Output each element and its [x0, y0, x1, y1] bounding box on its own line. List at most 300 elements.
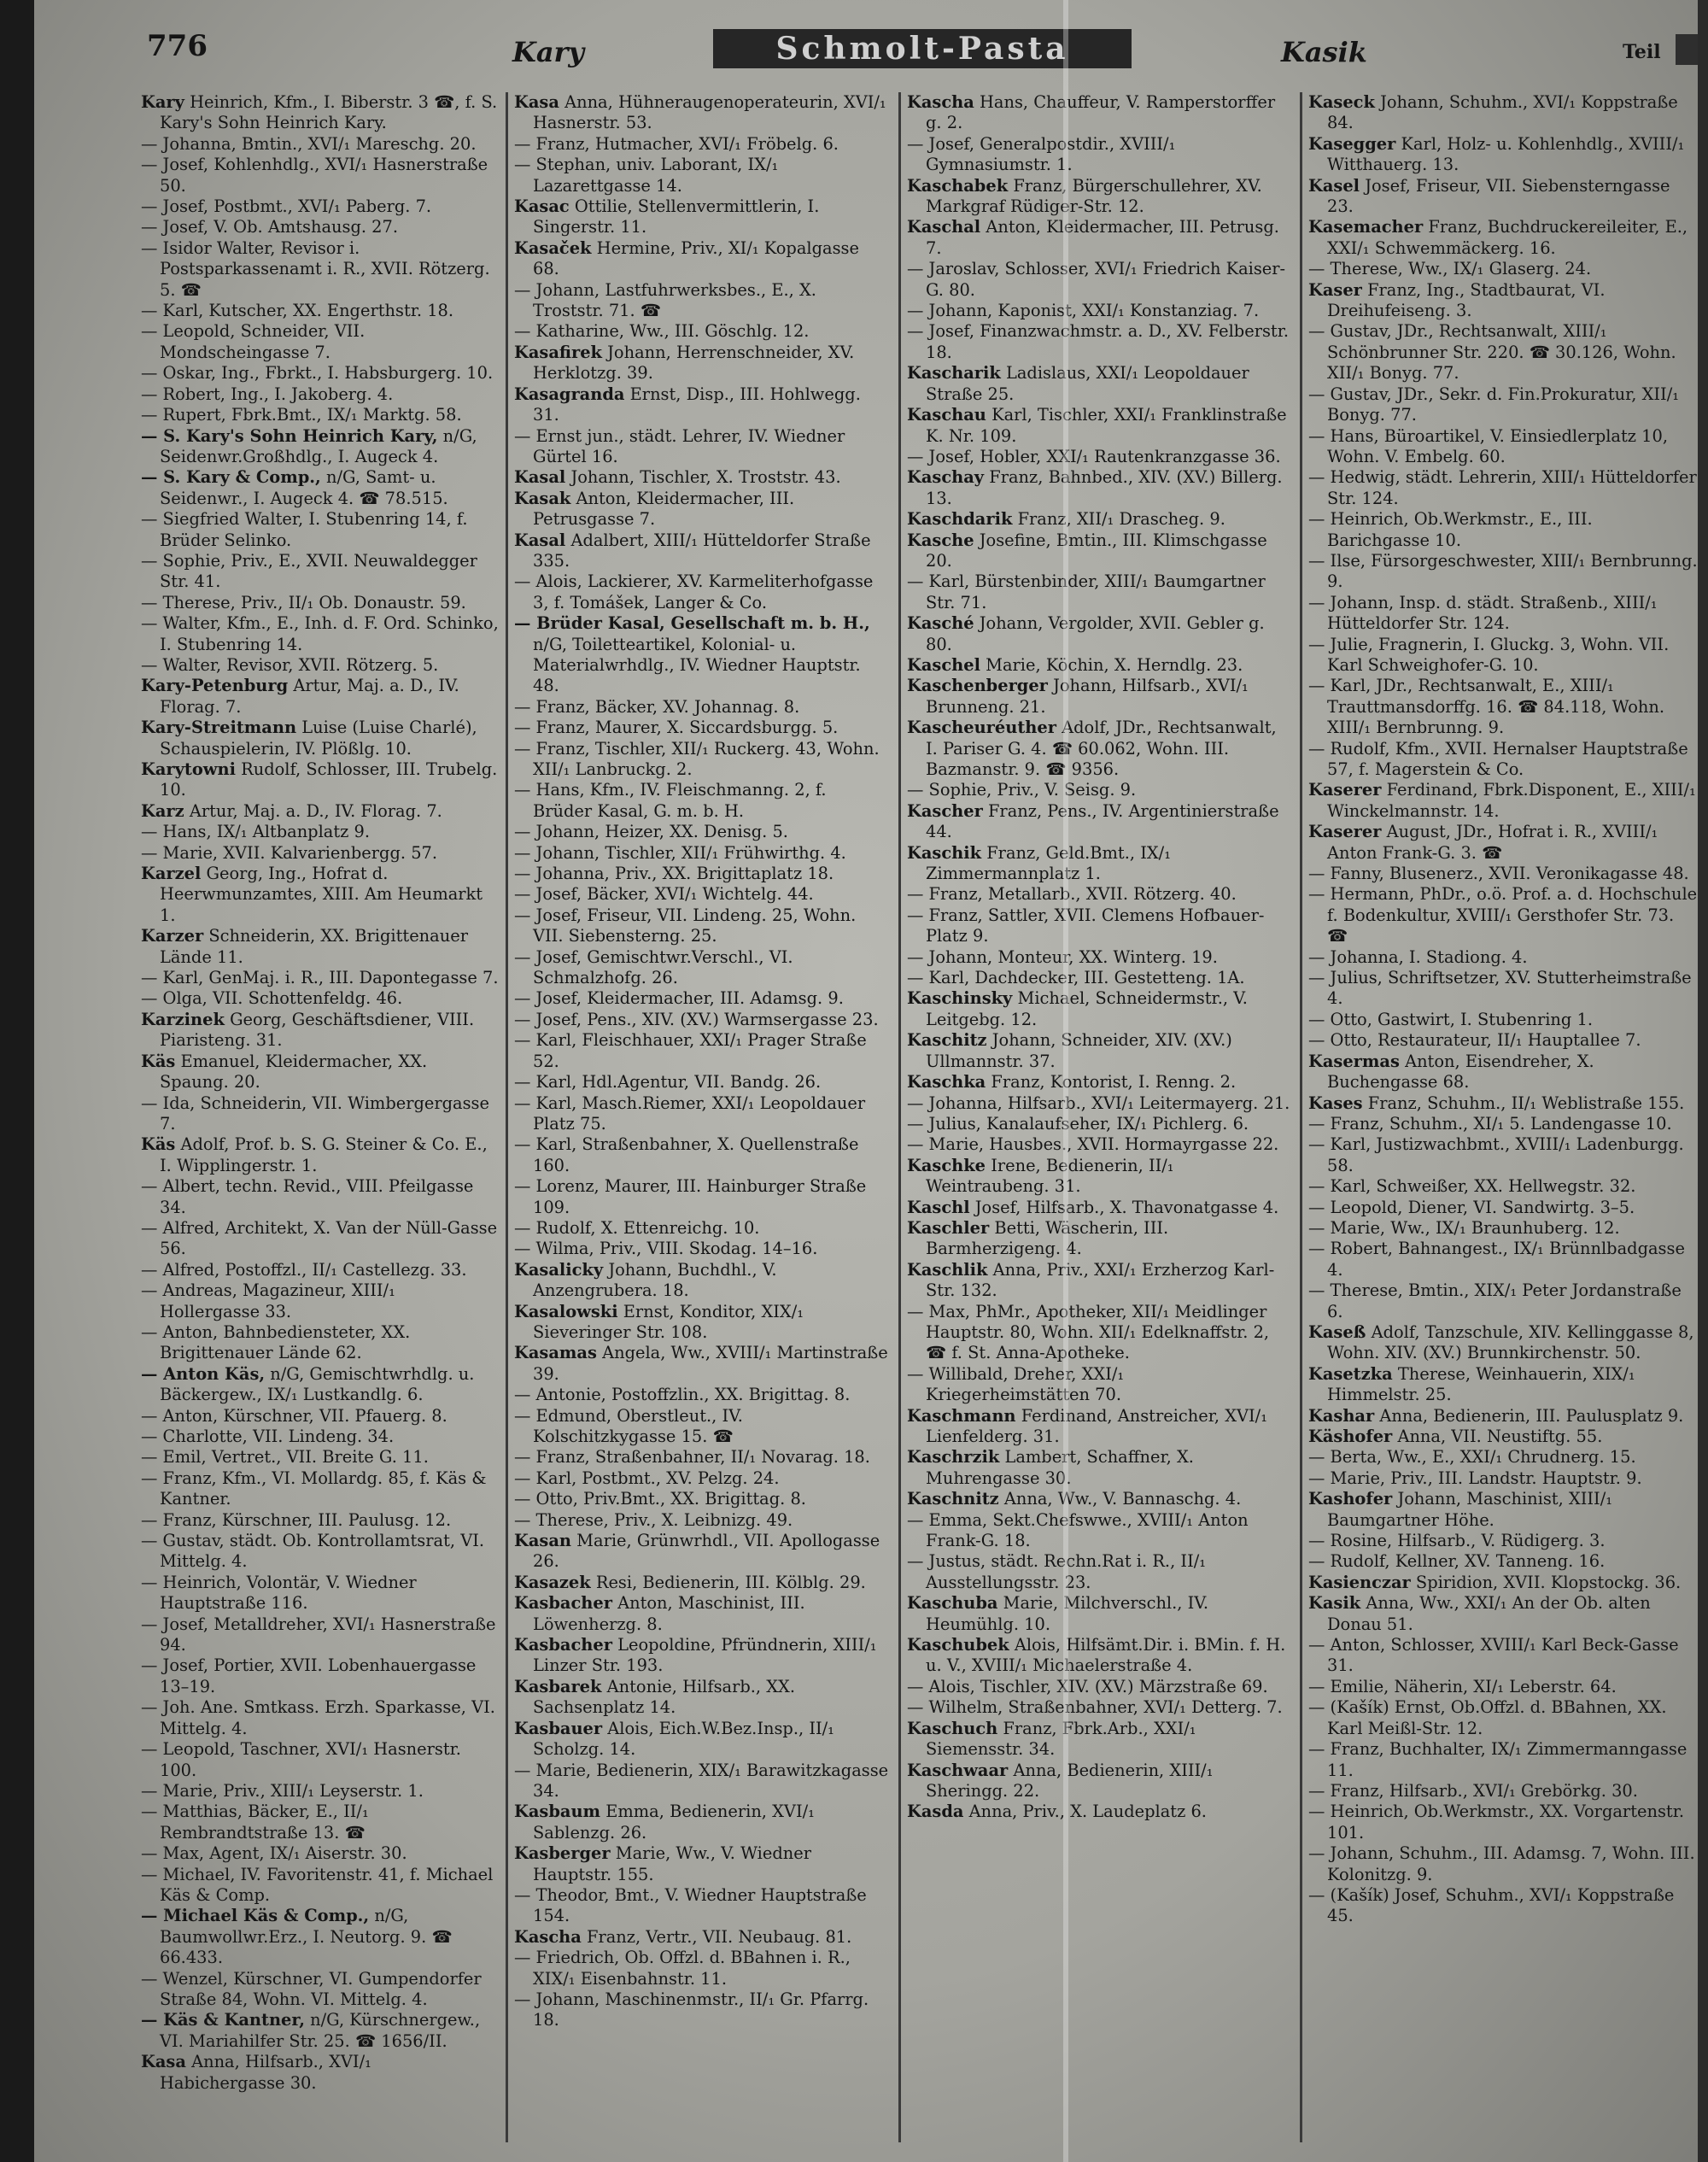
entry-name: Kary-Petenburg — [141, 676, 289, 696]
directory-entry — [907, 1697, 1291, 1718]
directory-entry — [907, 1802, 1291, 1822]
entry-name: Kasal — [514, 467, 566, 488]
entry-text: — Rudolf, X. Ettenreichg. 10. — [514, 1217, 760, 1238]
entry-text: Alois, Eich.W.Bez.Insp., II/₁ Scholzg. 14. — [533, 1718, 834, 1760]
directory-entry — [907, 1093, 1291, 1114]
directory-entry — [141, 988, 500, 1009]
entry-text: Ferdinand, Anstreicher, XVI/₁ Lienfelderg. 31. — [926, 1405, 1267, 1446]
directory-entry — [1308, 1447, 1698, 1468]
entry-text: — Alfred, Postoffzl., II/₁ Castellezg. 33. — [141, 1259, 467, 1280]
entry-text: Georg, Geschäftsdiener, VIII. Piaristeng. 31. — [160, 1009, 475, 1051]
entry-name: Kasienczar — [1308, 1572, 1411, 1592]
entry-text: — Robert, Ing., I. Jakoberg. 4. — [141, 384, 394, 404]
entry-text: — Sophie, Priv., E., XVII. Neuwaldegger Str. 41. — [141, 550, 477, 592]
directory-entry — [907, 655, 1291, 676]
entry-text: — Rupert, Fbrk.Bmt., IX/₁ Marktg. 58. — [141, 405, 462, 425]
entry-text: Michael, Schneidermstr., V. Leitgebg. 12. — [926, 988, 1248, 1029]
directory-entry — [141, 801, 500, 822]
entry-text: — Karl, Hdl.Agentur, VII. Bandg. 26. — [514, 1072, 822, 1093]
entry-text: — Franz, Straßenbahner, II/₁ Novarag. 18. — [514, 1447, 870, 1468]
entry-text: — Franz, Sattler, XVII. Clemens Hofbauer-Platz 9. — [907, 905, 1265, 946]
directory-entry — [1308, 426, 1698, 468]
directory-entry — [1308, 1468, 1698, 1489]
directory-entry — [1308, 1406, 1698, 1427]
entry-name: Kaseck — [1308, 92, 1375, 112]
directory-column-2 — [514, 92, 890, 2151]
directory-entry — [141, 864, 500, 926]
entry-text: n/G, Samt- u. Seidenwr., I. Augeck 4. ☎ 78.515. — [160, 467, 448, 508]
entry-text: Franz, Vertr., VII. Neubaug. 81. — [586, 1926, 852, 1947]
directory-entry — [1308, 1739, 1698, 1781]
entry-text: — Rosine, Hilfsarb., V. Rüdigerg. 3. — [1308, 1531, 1606, 1551]
entry-text: Antonie, Hilfsarb., XX. Sachsenplatz 14. — [533, 1676, 796, 1718]
directory-entry — [907, 718, 1291, 780]
directory-entry — [514, 1260, 890, 1302]
entry-text: — Siegfried Walter, I. Stubenring 14, f. Brüder Selinko. — [141, 509, 468, 550]
directory-entry — [141, 1843, 500, 1864]
entry-name: Kaschuba — [907, 1593, 998, 1614]
directory-entry — [141, 301, 500, 321]
entry-text: — Rudolf, Kellner, XV. Tanneng. 16. — [1308, 1551, 1606, 1572]
entry-name: Karzer — [141, 926, 204, 946]
entry-text: — Karl, Fleischhauer, XXI/₁ Prager Straße 52. — [514, 1030, 867, 1071]
entry-name: Kaschdarik — [907, 509, 1013, 530]
directory-entry — [1308, 92, 1698, 134]
directory-entry — [514, 1761, 890, 1802]
entry-text: — Alfred, Architekt, X. Van der Nüll-Gasse 56. — [141, 1217, 498, 1259]
directory-entry — [1308, 1364, 1698, 1406]
directory-entry — [1308, 1030, 1698, 1051]
directory-entry — [907, 1156, 1291, 1198]
directory-entry — [1308, 1489, 1698, 1531]
entry-name: Karzinek — [141, 1009, 225, 1029]
entry-name: Kaschay — [907, 467, 985, 488]
entry-name: Kaschabek — [907, 175, 1009, 196]
directory-entry — [907, 947, 1291, 968]
entry-text: Betti, Wäscherin, III. Barmherzigeng. 4. — [926, 1217, 1169, 1259]
directory-entry — [141, 1531, 500, 1573]
entry-name: Kasa — [141, 2052, 186, 2072]
entry-name: — Käs & Kantner, — [141, 2010, 305, 2030]
entry-text: — Anton, Kürschner, VII. Pfauerg. 8. — [141, 1405, 447, 1426]
entry-text: — Johann, Maschinenmstr., II/₁ Gr. Pfarrg. 18. — [514, 1989, 869, 2030]
entry-text: — Leopold, Diener, VI. Sandwirtg. 3–5. — [1308, 1197, 1635, 1217]
entry-text: — Josef, Metalldreher, XVI/₁ Hasnerstraße 94. — [141, 1614, 496, 1655]
entry-text: — Emilie, Näherin, XI/₁ Leberstr. 64. — [1308, 1676, 1617, 1696]
entry-text: — Karl, Masch.Riemer, XXI/₁ Leopoldauer Platz 75. — [514, 1093, 866, 1134]
entry-name: Kaserer — [1308, 822, 1382, 842]
entry-text: — Emma, Sekt.Chefswwe., XVIII/₁ Anton Frank-G. 18. — [907, 1509, 1249, 1551]
directory-entry — [1308, 1134, 1698, 1176]
directory-entry — [907, 1134, 1291, 1155]
entry-text: Adolf, Prof. b. S. G. Steiner & Co. E., I. Wipplingerstr. 1. — [160, 1134, 488, 1175]
entry-text: Johann, Vergolder, XVII. Gebler g. 80. — [926, 613, 1265, 654]
directory-entry — [141, 718, 500, 759]
entry-text: Hans, Chauffeur, V. Ramperstorffer g. 2. — [926, 92, 1276, 133]
directory-entry — [141, 1322, 500, 1364]
directory-entry — [1308, 1885, 1698, 1927]
entry-name: Kaschenberger — [907, 676, 1048, 696]
entry-text: — Heinrich, Ob.Werkmstr., XX. Vorgartenstr. 101. — [1308, 1802, 1684, 1843]
entry-text: — Marie, Hausbes., XVII. Hormayrgasse 22. — [907, 1134, 1279, 1155]
entry-text: — Stephan, univ. Laborant, IX/₁ Lazarettgasse 14. — [514, 155, 779, 196]
directory-entry — [1308, 509, 1698, 551]
directory-entry — [907, 1719, 1291, 1761]
directory-entry — [141, 405, 500, 425]
directory-entry — [907, 467, 1291, 509]
entry-text: — Josef, Kohlenhdlg., XVI/₁ Hasnerstraße 50. — [141, 155, 488, 196]
directory-entry — [141, 196, 500, 217]
directory-entry — [514, 884, 890, 905]
directory-entry — [907, 1072, 1291, 1093]
entry-text: Johann, Buchdhl., V. Anzengrubera. 18. — [533, 1259, 777, 1301]
entry-name: Kaschnitz — [907, 1489, 999, 1509]
directory-entry — [514, 1531, 890, 1573]
directory-entry — [907, 176, 1291, 218]
directory-entry — [514, 1510, 890, 1531]
entry-text: — Julius, Kanalaufseher, IX/₁ Pichlerg. 6. — [907, 1113, 1249, 1134]
entry-text: — (Kašík) Josef, Schuhm., XVI/₁ Koppstraße 45. — [1308, 1884, 1675, 1926]
entry-name: Kasac — [514, 196, 570, 217]
directory-entry — [141, 1280, 500, 1322]
directory-entry — [141, 1427, 500, 1447]
directory-entry — [514, 321, 890, 342]
entry-text: Josefine, Bmtin., III. Klimschgasse 20. — [926, 530, 1267, 571]
entry-name: Kasbaum — [514, 1802, 601, 1822]
directory-entry — [141, 321, 500, 363]
entry-name: Kaschka — [907, 1072, 986, 1093]
tail-marker — [1676, 34, 1698, 65]
directory-entry — [1308, 635, 1698, 677]
entry-text: — Therese, Bmtin., XIX/₁ Peter Jordanstraße 6. — [1308, 1280, 1682, 1321]
directory-entry — [141, 217, 500, 237]
directory-entry — [514, 155, 890, 196]
entry-text: — Otto, Restaurateur, II/₁ Hauptallee 7. — [1308, 1030, 1641, 1051]
directory-entry — [141, 1093, 500, 1135]
directory-entry — [141, 1614, 500, 1656]
entry-name: Kasche — [907, 530, 974, 550]
entry-text: — Friedrich, Ob. Offzl. d. BBahnen i. R., XIX/₁ Eisenbahnstr. 11. — [514, 1948, 851, 1989]
entry-text: Alois, Hilfsämt.Dir. i. BMin. f. H. u. V., XVIII/₁ Michaelerstraße 4. — [926, 1635, 1286, 1676]
entry-text: Anna, Priv., XXI/₁ Erzherzog Karl-Str. 132. — [926, 1259, 1275, 1301]
directory-entry — [514, 1635, 890, 1677]
entry-name: Kasbarek — [514, 1676, 602, 1696]
directory-entry — [141, 1134, 500, 1176]
directory-entry — [514, 1010, 890, 1030]
directory-entry — [514, 280, 890, 322]
directory-entry — [907, 613, 1291, 655]
directory-entry — [1308, 1218, 1698, 1239]
directory-entry — [141, 384, 500, 405]
entry-name: Kasaček — [514, 237, 592, 258]
directory-entry — [1308, 1573, 1698, 1593]
entry-text: — Therese, Ww., IX/₁ Glaserg. 24. — [1308, 259, 1592, 279]
column-rule — [898, 92, 901, 2142]
directory-entry — [1308, 1802, 1698, 1843]
column-rule — [506, 92, 508, 2142]
entry-text: — Johanna, Priv., XX. Brigittaplatz 18. — [514, 864, 834, 884]
entry-text: Leopoldine, Pfründnerin, XIII/₁ Linzer Str. 193. — [533, 1635, 877, 1676]
directory-entry — [514, 739, 890, 781]
entry-text: — Albert, techn. Revid., VIII. Pfeilgasse 34. — [141, 1176, 474, 1217]
entry-text: — Marie, Priv., III. Landstr. Hauptstr. 9. — [1308, 1468, 1642, 1488]
directory-entry — [514, 384, 890, 426]
entry-text: Johann, Tischler, X. Troststr. 43. — [570, 467, 841, 488]
directory-entry — [907, 530, 1291, 572]
directory-entry — [141, 1010, 500, 1052]
entry-text: Ferdinand, Fbrk.Disponent, E., XIII/₁ Winckelmannstr. 14. — [1327, 780, 1696, 821]
directory-entry — [907, 1510, 1291, 1552]
directory-entry — [1308, 1322, 1698, 1364]
entry-name: Kasbacher — [514, 1593, 612, 1614]
entry-name: Kasemacher — [1308, 217, 1424, 237]
directory-entry — [141, 1573, 500, 1614]
entry-text: — Sophie, Priv., V. Seisg. 9. — [907, 780, 1137, 800]
directory-entry — [141, 655, 500, 676]
directory-entry — [1308, 947, 1698, 968]
entry-text: — Max, Agent, IX/₁ Aiserstr. 30. — [141, 1843, 407, 1864]
entry-text: Artur, Maj. a. D., IV. Florag. 7. — [160, 676, 459, 717]
entry-name: Kaschitz — [907, 1030, 987, 1051]
headword-left: Kary — [512, 36, 584, 68]
entry-text: Ernst, Konditor, XIX/₁ Sieveringer Str. 108. — [533, 1301, 804, 1342]
directory-entry — [907, 676, 1291, 718]
directory-entry — [514, 1468, 890, 1489]
entry-text: — Justus, städt. Rechn.Rat i. R., II/₁ Ausstellungsstr. 23. — [907, 1551, 1207, 1592]
directory-entry — [514, 1030, 890, 1072]
entry-text: — Johann, Monteur, XX. Winterg. 19. — [907, 946, 1218, 967]
directory-entry — [907, 509, 1291, 530]
entry-text: — Josef, Postbmt., XVI/₁ Paberg. 7. — [141, 196, 432, 217]
entry-name: Kaschmann — [907, 1405, 1016, 1426]
directory-entry — [1308, 1551, 1698, 1572]
directory-entry — [1308, 1843, 1698, 1885]
entry-name: Kasa — [514, 92, 559, 112]
entry-text: — Anton, Bahnbediensteter, XX. Brigittenauer Lände 62. — [141, 1321, 411, 1363]
entry-text: — Marie, Ww., IX/₁ Braunhuberg. 12. — [1308, 1217, 1620, 1238]
entry-name: Kasberger — [514, 1843, 611, 1864]
entry-text: — Karl, Schweißer, XX. Hellwegstr. 32. — [1308, 1176, 1636, 1197]
entry-text: — Johann, Insp. d. städt. Straßenb., XIII/₁ Hütteldorfer Str. 124. — [1308, 592, 1658, 634]
directory-entry — [907, 1635, 1291, 1677]
directory-entry — [907, 134, 1291, 176]
directory-entry — [1308, 1593, 1698, 1635]
entry-name: Kasel — [1308, 175, 1360, 196]
directory-entry — [141, 1260, 500, 1280]
entry-text: — Otto, Priv.Bmt., XX. Brigittag. 8. — [514, 1489, 806, 1509]
entry-text: — Heinrich, Volontär, V. Wiedner Hauptstraße 116. — [141, 1572, 417, 1614]
entry-text: — Joh. Ane. Smtkass. Erzh. Sparkasse, VI. Mittelg. 4. — [141, 1697, 495, 1738]
directory-entry — [514, 1072, 890, 1093]
entry-name: Kaschuch — [907, 1718, 998, 1738]
directory-entry — [907, 1489, 1291, 1509]
entry-text: Therese, Weinhauerin, XIX/₁ Himmelstr. 25. — [1327, 1363, 1635, 1405]
directory-entry — [1308, 1176, 1698, 1197]
entry-text: Hermine, Priv., XI/₁ Kopalgasse 68. — [533, 237, 859, 279]
directory-entry — [514, 1447, 890, 1468]
directory-entry — [514, 489, 890, 530]
entry-name: Kascheuréuther — [907, 718, 1056, 738]
entry-text: Franz, Fbrk.Arb., XXI/₁ Siemensstr. 34. — [926, 1718, 1196, 1760]
column-rule — [1300, 92, 1302, 2142]
directory-entry — [514, 1989, 890, 2031]
entry-text: — Walter, Revisor, XVII. Rötzerg. 5. — [141, 654, 439, 675]
entry-text: Adolf, JDr., Rechtsanwalt, I. Pariser G. 4. ☎ 60.062, Wohn. III. Bazmanstr. 9. ☎ 9356. — [926, 718, 1277, 779]
directory-entry — [514, 1677, 890, 1719]
entry-name: Kasbacher — [514, 1635, 612, 1655]
directory-entry — [141, 1468, 500, 1510]
entry-text: — Julie, Fragnerin, I. Gluckg. 3, Wohn. VII. Karl Schweighofer-G. 10. — [1308, 634, 1670, 675]
entry-name: Käs — [141, 1051, 176, 1071]
entry-name: Kaschler — [907, 1217, 990, 1238]
entry-text: Marie, Grünwrhdl., VII. Apollogasse 26. — [533, 1531, 880, 1572]
directory-entry — [141, 1218, 500, 1260]
directory-entry — [514, 426, 890, 468]
directory-entry — [1308, 176, 1698, 218]
directory-entry — [141, 1447, 500, 1468]
entry-name: Kasafirek — [514, 342, 602, 362]
entry-name: Käs — [141, 1134, 176, 1155]
directory-entry — [907, 780, 1291, 800]
directory-entry — [907, 1260, 1291, 1302]
entry-text: — Antonie, Postoffzlin., XX. Brigittag. 8. — [514, 1385, 851, 1405]
entry-text: Karl, Tischler, XXI/₁ Franklinstraße K. Nr. 109. — [926, 405, 1287, 446]
directory-entry — [141, 1176, 500, 1218]
directory-entry — [514, 780, 890, 822]
directory-entry — [907, 1447, 1291, 1489]
entry-text: Rudolf, Schlosser, III. Trubelg. 10. — [160, 759, 498, 800]
directory-entry — [907, 988, 1291, 1030]
entry-text: Josef, Friseur, VII. Siebensterngasse 23. — [1327, 175, 1670, 217]
entry-text: — Franz, Hutmacher, XVI/₁ Fröbelg. 6. — [514, 133, 839, 154]
entry-text: — Karl, Straßenbahner, X. Quellenstraße 160. — [514, 1134, 859, 1175]
directory-entry — [514, 530, 890, 572]
directory-entry — [907, 905, 1291, 947]
entry-text: — Hedwig, städt. Lehrerin, XIII/₁ Hütteldorfer Str. 124. — [1308, 467, 1697, 508]
entry-text: Emma, Bedienerin, XVI/₁ Sablenzg. 26. — [533, 1802, 815, 1843]
entry-text: Angela, Ww., XVIII/₁ Martinstraße 39. — [533, 1343, 888, 1384]
directory-entry — [1308, 968, 1698, 1010]
entry-text: Franz, Kontorist, I. Renng. 2. — [991, 1072, 1237, 1093]
entry-text: Heinrich, Kfm., I. Biberstr. 3 ☎, f. S. Kary's Sohn Heinrich Kary. — [160, 92, 498, 133]
directory-entry — [141, 1906, 500, 1968]
entry-name: Kases — [1308, 1093, 1363, 1113]
entry-text: — Oskar, Ing., Fbrkt., I. Habsburgerg. 10. — [141, 363, 494, 384]
directory-entry — [514, 1843, 890, 1885]
entry-name: Kaschal — [907, 217, 981, 237]
entry-text: — (Kašík) Ernst, Ob.Offzl. d. BBahnen, XX. Karl Meißl-Str. 12. — [1308, 1697, 1667, 1738]
directory-entry — [514, 822, 890, 842]
directory-entry — [907, 447, 1291, 467]
directory-entry — [141, 2010, 500, 2052]
entry-name: Kascha — [907, 92, 974, 112]
entry-text: — Otto, Gastwirt, I. Stubenring 1. — [1308, 1009, 1593, 1029]
scan-border-left — [0, 0, 34, 2162]
entry-text: Anna, Bedienerin, XIII/₁ Sheringg. 22. — [926, 1760, 1214, 1801]
directory-entry — [1308, 1198, 1698, 1218]
entry-text: — Karl, Postbmt., XV. Pelzg. 24. — [514, 1468, 780, 1488]
entry-text: — Ilse, Fürsorgeschwester, XIII/₁ Bernbrunng. 9. — [1308, 550, 1698, 592]
directory-entry — [1308, 384, 1698, 426]
directory-entry — [514, 1239, 890, 1259]
directory-entry — [514, 1802, 890, 1843]
directory-entry — [1308, 1114, 1698, 1134]
entry-text: Marie, Köchin, X. Herndlg. 23. — [986, 654, 1243, 675]
directory-entry — [514, 905, 890, 947]
directory-column-3 — [907, 92, 1291, 2151]
entry-text: Adalbert, XIII/₁ Hütteldorfer Straße 335. — [533, 530, 871, 571]
entry-text: — Heinrich, Ob.Werkmstr., E., III. Barichgasse 10. — [1308, 509, 1593, 550]
directory-entry — [907, 1761, 1291, 1802]
entry-text: Ottilie, Stellenvermittlerin, I. Singerstr. 11. — [533, 196, 820, 237]
directory-entry — [141, 2052, 500, 2094]
entry-text: — Josef, Generalpostdir., XVIII/₁ Gymnasiumstr. 1. — [907, 133, 1176, 175]
directory-entry — [907, 1030, 1291, 1072]
directory-entry — [907, 405, 1291, 447]
directory-column-4 — [1308, 92, 1698, 2151]
entry-text: — Edmund, Oberstleut., IV. Kolschitzkygasse 15. ☎ — [514, 1405, 743, 1446]
directory-entry — [907, 1114, 1291, 1134]
scan-border-right — [1698, 0, 1708, 2162]
entry-text: — Josef, Pens., XIV. (XV.) Warmsergasse 23. — [514, 1009, 879, 1029]
entry-text: Adolf, Tanzschule, XIV. Kellinggasse 8, Wohn. XIV. (XV.) Brunnkirchenstr. 50. — [1327, 1321, 1694, 1363]
entry-text: — Isidor Walter, Revisor i. Postsparkassenamt i. R., XVII. Rötzerg. 5. ☎ — [141, 237, 490, 300]
entry-name: Kashar — [1308, 1405, 1375, 1426]
entry-text: Spiridion, XVII. Klopstockg. 36. — [1415, 1572, 1682, 1592]
entry-text: Anton, Maschinist, III. Löwenherzg. 8. — [533, 1593, 805, 1634]
entry-text: August, JDr., Hofrat i. R., XVIII/₁ Anton Frank-G. 3. ☎ — [1327, 822, 1658, 863]
entry-text: — Alois, Tischler, XIV. (XV.) Märzstraße 69. — [907, 1676, 1268, 1696]
entry-text: Ladislaus, XXI/₁ Leopoldauer Straße 25. — [926, 363, 1249, 404]
directory-entry — [514, 467, 890, 488]
entry-text: — Andreas, Magazineur, XIII/₁ Hollergasse 33. — [141, 1280, 395, 1321]
entry-text: — Josef, Kleidermacher, III. Adamsg. 9. — [514, 988, 844, 1009]
directory-entry — [141, 363, 500, 384]
entry-text: — Ida, Schneiderin, VII. Wimbergergasse 7. — [141, 1093, 489, 1134]
directory-entry — [141, 593, 500, 613]
entry-name: Kasalicky — [514, 1259, 604, 1280]
entry-name: Kasda — [907, 1802, 964, 1822]
entry-text: — Franz, Maurer, X. Siccardsburgg. 5. — [514, 718, 839, 738]
entry-name: Kasal — [514, 530, 566, 550]
entry-text: — Josef, Finanzwachmstr. a. D., XV. Felberstr. 18. — [907, 321, 1290, 362]
entry-text: Johann, Maschinist, XIII/₁ Baumgartner Höhe. — [1327, 1489, 1613, 1530]
directory-entry — [514, 947, 890, 989]
directory-entry — [1308, 864, 1698, 884]
entry-name: Kaschel — [907, 654, 980, 675]
entry-text: Franz, Bürgerschullehrer, XV. Markgraf Rüdiger-Str. 12. — [926, 175, 1262, 217]
directory-entry — [907, 884, 1291, 905]
directory-entry — [141, 1655, 500, 1697]
entry-text: — Johann, Lastfuhrwerksbes., E., X. Troststr. 71. ☎ — [514, 279, 816, 321]
entry-text: Luise (Luise Charlé), Schauspielerin, IV. Plößlg. 10. — [160, 718, 477, 759]
directory-entry — [141, 1802, 500, 1843]
directory-entry — [907, 363, 1291, 405]
entry-text: — Jaroslav, Schlosser, XVI/₁ Friedrich Kaiser-G. 80. — [907, 259, 1286, 300]
entry-text: — Leopold, Taschner, XVI/₁ Hasnerstr. 100. — [141, 1739, 461, 1780]
directory-entry — [907, 92, 1291, 134]
entry-text: Anna, Priv., X. Laudeplatz 6. — [968, 1802, 1207, 1822]
entry-text: — Wilma, Priv., VIII. Skodag. 14–16. — [514, 1239, 818, 1259]
directory-column-1 — [141, 92, 500, 2151]
entry-name: Kascher — [907, 800, 983, 821]
directory-entry — [141, 1052, 500, 1093]
directory-entry — [907, 321, 1291, 363]
entry-name: Kary — [141, 92, 184, 112]
entry-text: n/G, Gemischtwrhdlg. u. Bäckergew., IX/₁ Lustkandlg. 6. — [160, 1363, 475, 1405]
entry-text: — Ernst jun., städt. Lehrer, IV. Wiedner Gürtel 16. — [514, 425, 845, 466]
directory-entry — [1308, 551, 1698, 593]
